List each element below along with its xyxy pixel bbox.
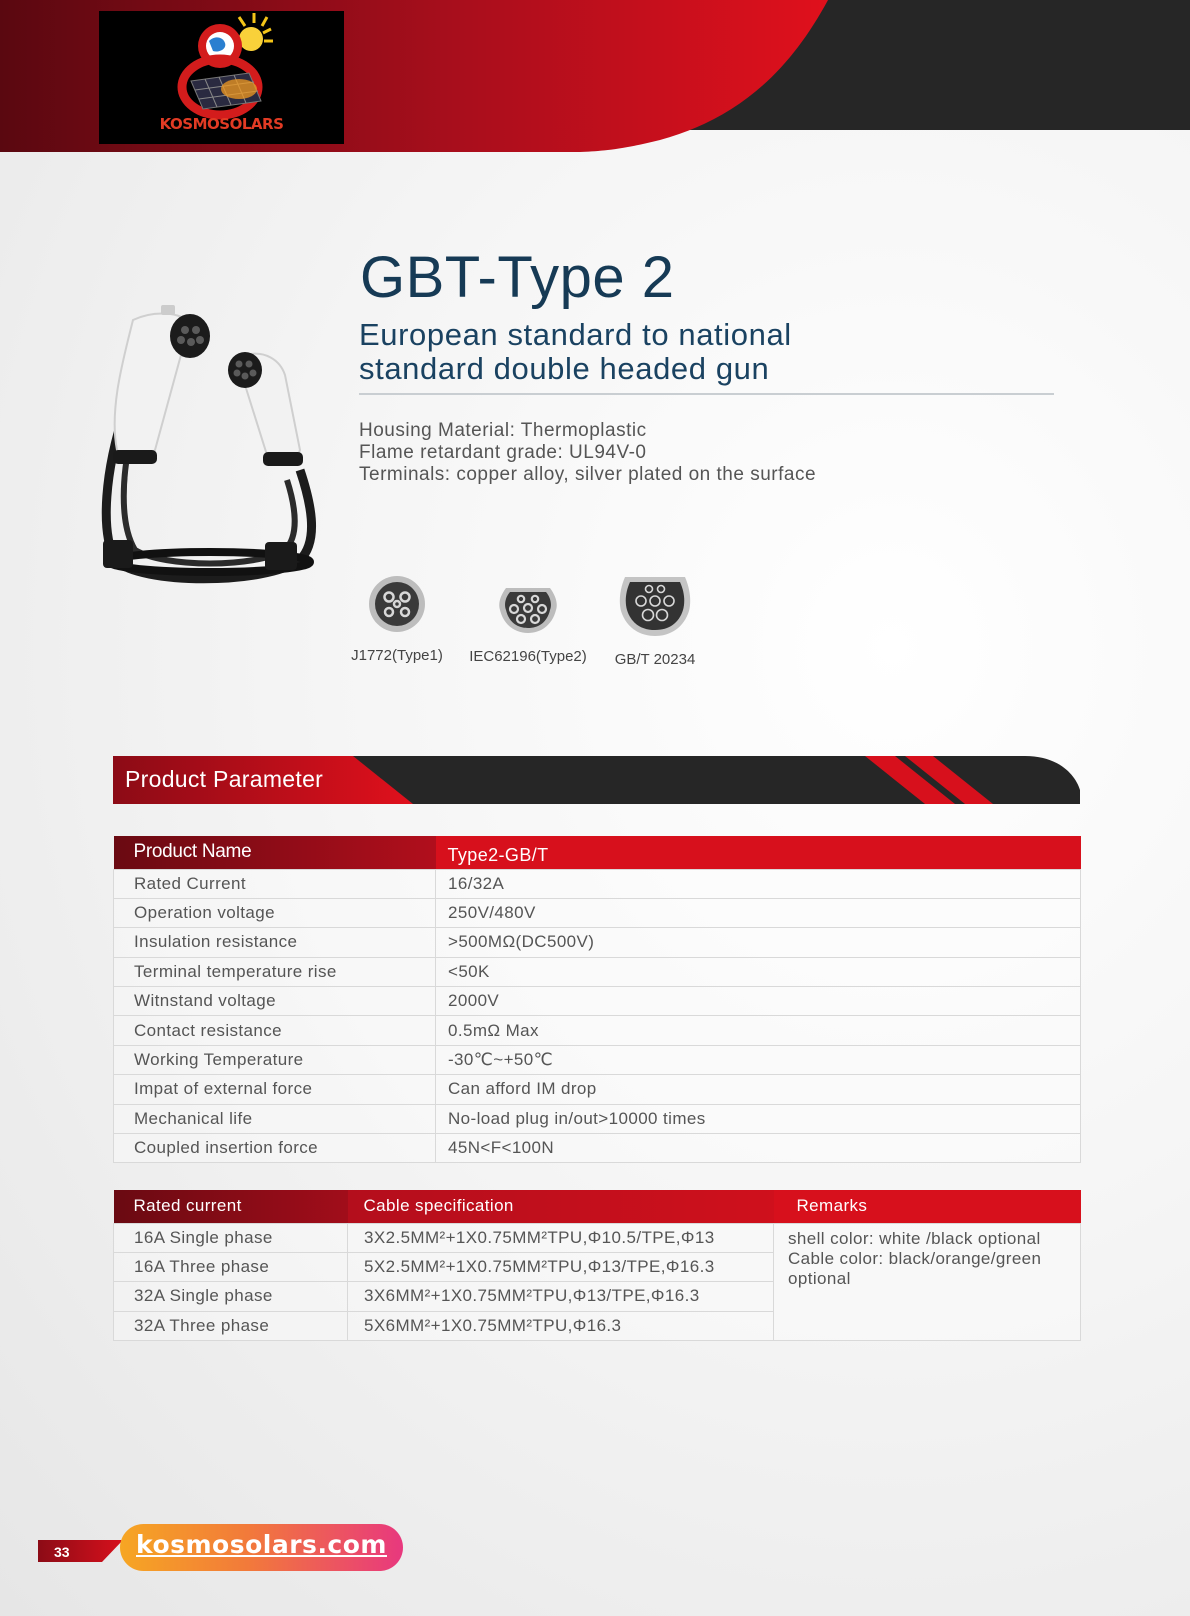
cable-spec-cell: 3X2.5MM²+1X0.75MM²TPU,Φ10.5/TPE,Φ13 bbox=[348, 1223, 774, 1252]
parameter-value: >500MΩ(DC500V) bbox=[436, 928, 1081, 957]
remark-text: Cable color: black/orange/green optional bbox=[788, 1248, 1042, 1288]
product-name-value: Type2-GB/T bbox=[436, 836, 1081, 869]
connector-label: GB/T 20234 bbox=[614, 651, 696, 668]
remarks-header: Remarks bbox=[774, 1190, 1081, 1223]
parameter-name: Working Temperature bbox=[114, 1045, 436, 1074]
brand-logo bbox=[99, 11, 344, 144]
feature-item: Terminals: copper alloy, silver plated on the surface bbox=[359, 464, 817, 485]
table-header-row bbox=[114, 836, 1081, 869]
connector-type2 bbox=[458, 578, 598, 665]
cable-spec-header: Cable specification bbox=[348, 1190, 774, 1223]
remarks-cell bbox=[774, 1223, 1081, 1341]
feature-item: Housing Material: Thermoplastic bbox=[359, 420, 647, 441]
section-title: Product Parameter bbox=[125, 766, 324, 792]
gbt-connector-icon bbox=[619, 573, 691, 637]
subtitle-line: European standard to national bbox=[359, 317, 792, 352]
type2-connector-icon bbox=[498, 578, 558, 634]
rated-current-cell: 16A Single phase bbox=[114, 1223, 348, 1252]
parameter-name: Operation voltage bbox=[114, 898, 436, 927]
table-row bbox=[114, 1134, 1081, 1163]
parameter-value: <50K bbox=[436, 957, 1081, 986]
page-header bbox=[0, 0, 1190, 152]
table-row bbox=[114, 1045, 1081, 1074]
page-number-tab bbox=[38, 1538, 123, 1562]
cable-spec-cell: 5X2.5MM²+1X0.75MM²TPU,Φ13/TPE,Φ16.3 bbox=[348, 1252, 774, 1281]
logo-wordmark: KOSMOSOLARS bbox=[159, 115, 284, 133]
cable-spec-cell: 3X6MM²+1X0.75MM²TPU,Φ13/TPE,Φ16.3 bbox=[348, 1282, 774, 1311]
connector-type1 bbox=[342, 575, 452, 664]
website-badge[interactable] bbox=[120, 1524, 403, 1571]
charging-gun-product-image bbox=[95, 300, 335, 600]
table-row bbox=[114, 987, 1081, 1016]
parameter-value: 250V/480V bbox=[436, 898, 1081, 927]
parameter-name: Coupled insertion force bbox=[114, 1134, 436, 1163]
parameter-value: 2000V bbox=[436, 987, 1081, 1016]
table-row bbox=[114, 1016, 1081, 1045]
table-row bbox=[114, 1104, 1081, 1133]
page-tab-shape bbox=[38, 1538, 123, 1562]
parameter-name: Contact resistance bbox=[114, 1016, 436, 1045]
product-name-label: Product Name bbox=[114, 836, 436, 869]
rated-current-cell: 32A Three phase bbox=[114, 1311, 348, 1340]
table-row bbox=[114, 1223, 1081, 1252]
product-title: GBT-Type 2 bbox=[360, 245, 675, 310]
parameter-name: Mechanical life bbox=[114, 1104, 436, 1133]
page-number: 33 bbox=[54, 1544, 70, 1560]
parameter-value: 45N<F<100N bbox=[436, 1134, 1081, 1163]
parameter-value: 16/32A bbox=[436, 869, 1081, 898]
website-link[interactable]: kosmosolars.com bbox=[136, 1530, 387, 1559]
remark-text: shell color: white /black optional bbox=[788, 1228, 1041, 1248]
title-divider bbox=[359, 393, 1054, 395]
product-subtitle bbox=[359, 318, 999, 386]
feature-item: Flame retardant grade: UL94V-0 bbox=[359, 442, 647, 463]
cable-specification-table bbox=[113, 1190, 1081, 1341]
parameter-value: No-load plug in/out>10000 times bbox=[436, 1104, 1081, 1133]
parameter-value: 0.5mΩ Max bbox=[436, 1016, 1081, 1045]
cable-spec-cell: 5X6MM²+1X0.75MM²TPU,Φ16.3 bbox=[348, 1311, 774, 1340]
rated-current-cell: 16A Three phase bbox=[114, 1252, 348, 1281]
subtitle-line: standard double headed gun bbox=[359, 351, 770, 386]
connector-gbt bbox=[600, 573, 710, 668]
table-row bbox=[114, 898, 1081, 927]
table-row bbox=[114, 957, 1081, 986]
feature-list bbox=[359, 420, 816, 486]
connector-label: IEC62196(Type2) bbox=[469, 648, 587, 665]
rated-current-cell: 32A Single phase bbox=[114, 1282, 348, 1311]
parameter-value: -30℃~+50℃ bbox=[436, 1045, 1081, 1074]
product-parameter-table bbox=[113, 836, 1081, 1163]
type1-connector-icon bbox=[367, 575, 427, 633]
table-row bbox=[114, 928, 1081, 957]
table-row bbox=[114, 1075, 1081, 1104]
table-header-row bbox=[114, 1190, 1081, 1223]
parameter-name: Terminal temperature rise bbox=[114, 957, 436, 986]
product-parameter-banner bbox=[113, 756, 1080, 804]
parameter-name: Witnstand voltage bbox=[114, 987, 436, 1016]
table-row bbox=[114, 869, 1081, 898]
connector-label: J1772(Type1) bbox=[351, 647, 443, 664]
parameter-name: Rated Current bbox=[114, 869, 436, 898]
parameter-name: Impat of external force bbox=[114, 1075, 436, 1104]
parameter-name: Insulation resistance bbox=[114, 928, 436, 957]
parameter-value: Can afford IM drop bbox=[436, 1075, 1081, 1104]
rated-current-header: Rated current bbox=[114, 1190, 348, 1223]
